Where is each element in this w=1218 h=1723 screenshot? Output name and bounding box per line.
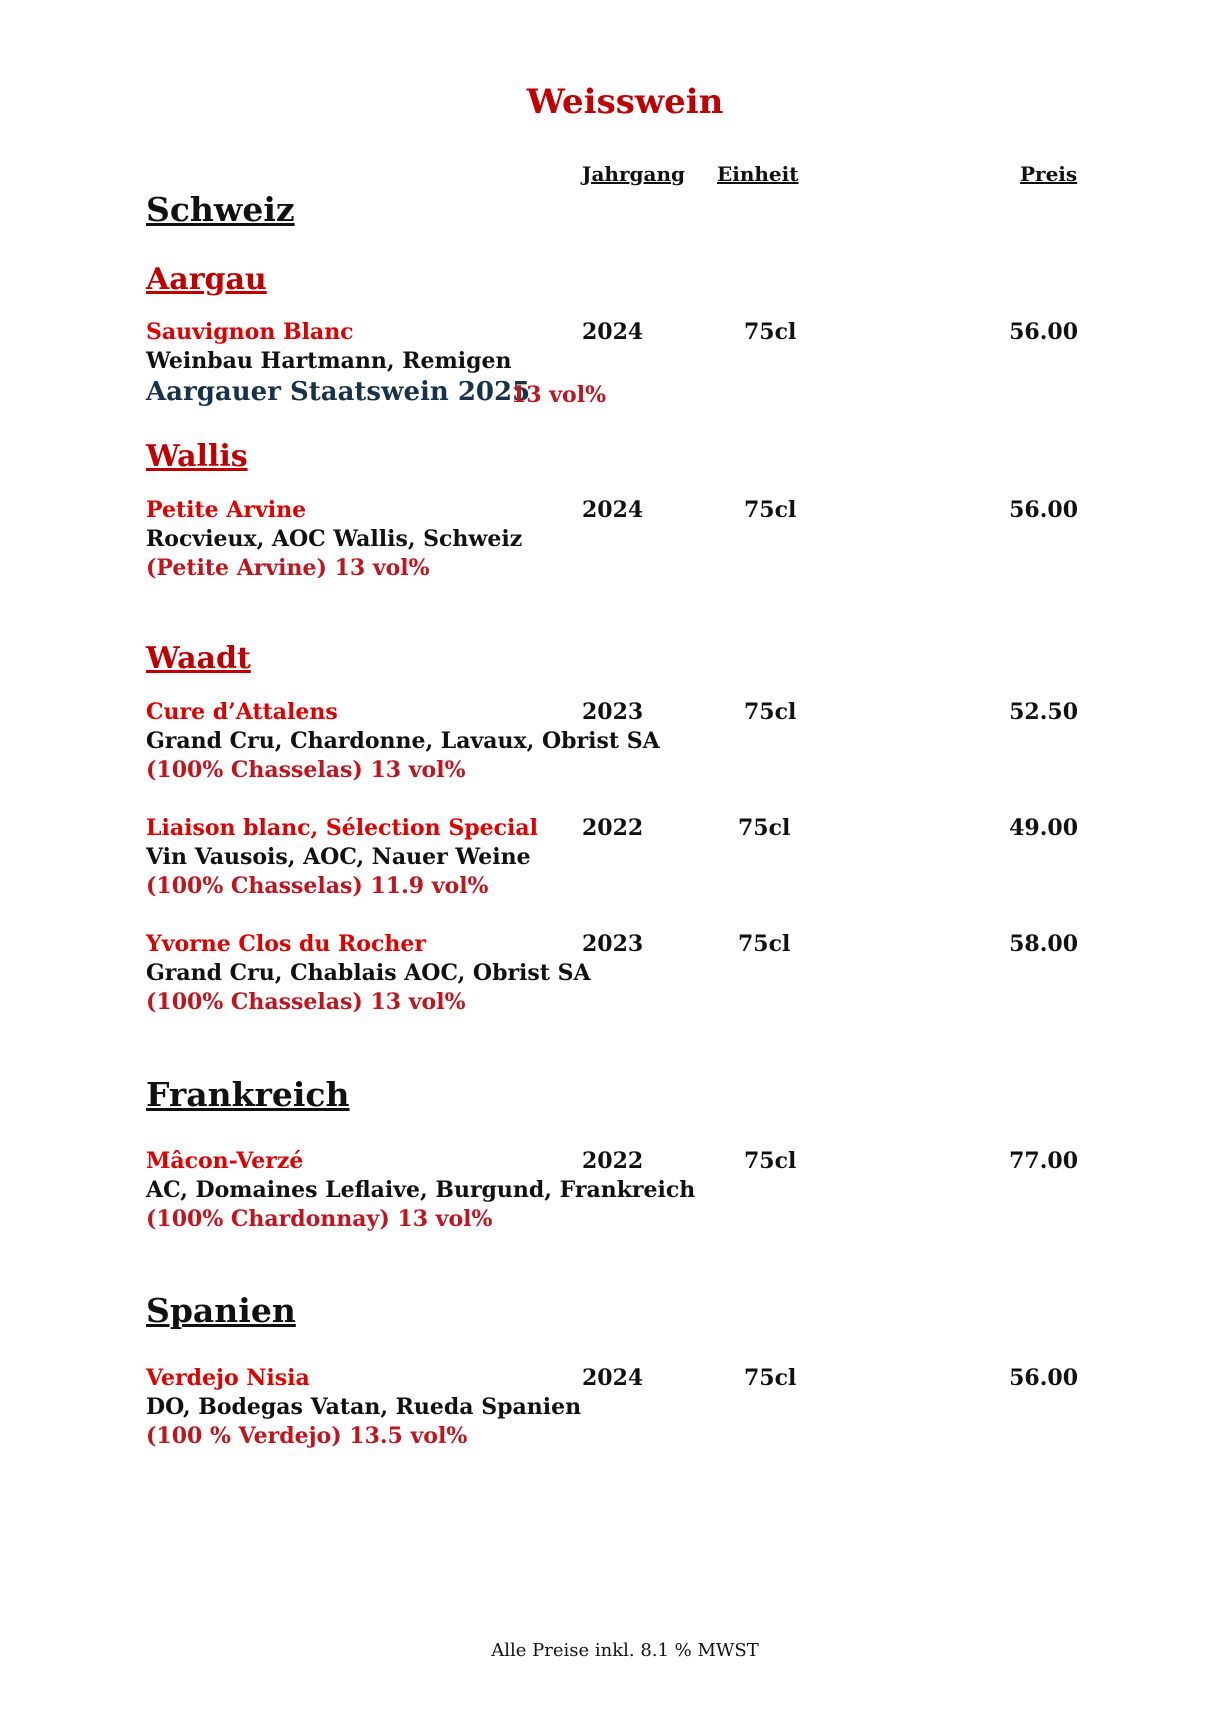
region-heading-aargau: Aargau <box>146 262 267 297</box>
wine-unit: 75cl <box>744 1148 797 1174</box>
wine-name: Sauvignon Blanc <box>146 319 354 345</box>
vat-footnote: Alle Preise inkl. 8.1 % MWST <box>491 1640 759 1661</box>
wine-grape-note: (100% Chasselas) 13 vol% <box>146 989 466 1015</box>
column-header-unit: Einheit <box>717 162 799 186</box>
wine-grape-note: (Petite Arvine) 13 vol% <box>146 555 430 581</box>
region-heading-waadt: Waadt <box>146 641 251 676</box>
award-text: Aargauer Staatswein 2025 <box>146 377 531 407</box>
wine-producer: Weinbau Hartmann, Remigen <box>146 348 512 374</box>
wine-year: 2022 <box>582 1148 644 1174</box>
wine-unit: 75cl <box>738 931 791 957</box>
wine-unit: 75cl <box>738 815 791 841</box>
wine-price: 77.00 <box>1009 1148 1078 1174</box>
award-abv: 13 vol% <box>511 382 606 408</box>
wine-grape-note: (100% Chardonnay) 13 vol% <box>146 1206 493 1232</box>
column-header-price: Preis <box>1020 162 1078 186</box>
wine-year: 2024 <box>582 1365 644 1391</box>
wine-price: 56.00 <box>1009 497 1078 523</box>
wine-year: 2022 <box>582 815 644 841</box>
wine-price: 58.00 <box>1009 931 1078 957</box>
wine-year: 2024 <box>582 497 644 523</box>
wine-unit: 75cl <box>744 1365 797 1391</box>
page-title: Weisswein <box>526 82 724 122</box>
wine-unit: 75cl <box>744 497 797 523</box>
wine-grape-note: (100 % Verdejo) 13.5 vol% <box>146 1423 468 1449</box>
wine-name: Yvorne Clos du Rocher <box>146 931 426 957</box>
wine-name: Liaison blanc, Sélection Special <box>146 815 538 841</box>
wine-grape-note: (100% Chasselas) 13 vol% <box>146 757 466 783</box>
wine-producer: Grand Cru, Chardonne, Lavaux, Obrist SA <box>146 728 660 754</box>
wine-price: 56.00 <box>1009 1365 1078 1391</box>
wine-price: 49.00 <box>1009 815 1078 841</box>
wine-producer: Grand Cru, Chablais AOC, Obrist SA <box>146 960 591 986</box>
wine-grape-note: (100% Chasselas) 11.9 vol% <box>146 873 489 899</box>
wine-price: 56.00 <box>1009 319 1078 345</box>
wine-unit: 75cl <box>744 319 797 345</box>
country-heading-frankreich: Frankreich <box>146 1075 350 1114</box>
wine-producer: AC, Domaines Leflaive, Burgund, Frankreich <box>146 1177 696 1203</box>
country-heading-schweiz: Schweiz <box>146 190 295 229</box>
wine-year: 2023 <box>582 931 644 957</box>
column-header-year: Jahrgang <box>582 162 685 186</box>
country-heading-spanien: Spanien <box>146 1291 296 1330</box>
wine-name: Petite Arvine <box>146 497 307 523</box>
wine-name: Mâcon-Verzé <box>146 1148 304 1174</box>
wine-name: Verdejo Nisia <box>146 1365 310 1391</box>
wine-year: 2024 <box>582 319 644 345</box>
wine-price: 52.50 <box>1009 699 1078 725</box>
wine-name: Cure d’Attalens <box>146 699 338 725</box>
wine-producer: Vin Vausois, AOC, Nauer Weine <box>146 844 531 870</box>
wine-unit: 75cl <box>744 699 797 725</box>
region-heading-wallis: Wallis <box>146 439 248 474</box>
wine-producer: DO, Bodegas Vatan, Rueda Spanien <box>146 1394 582 1420</box>
wine-year: 2023 <box>582 699 644 725</box>
wine-producer: Rocvieux, AOC Wallis, Schweiz <box>146 526 523 552</box>
